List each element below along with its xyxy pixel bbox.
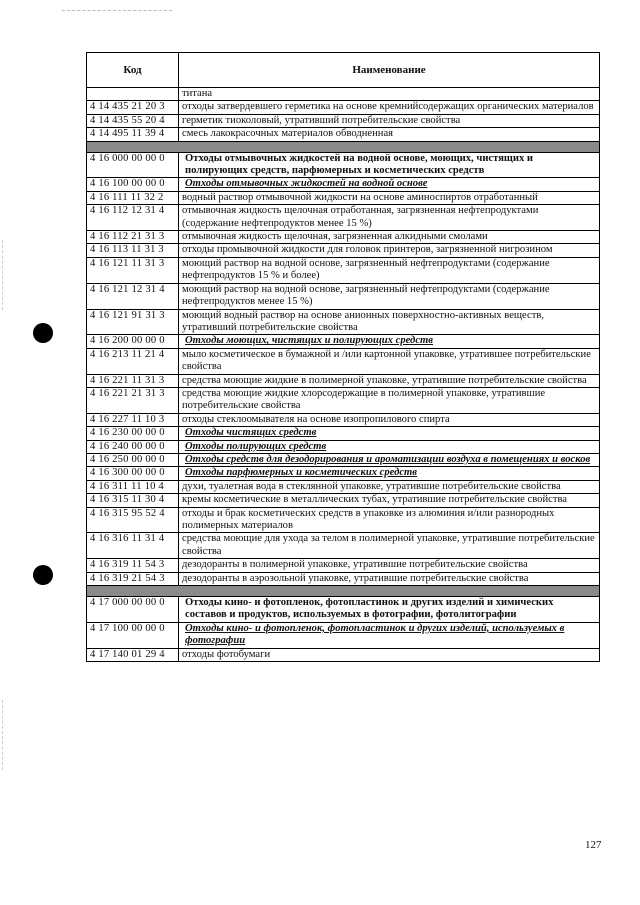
name-cell: Отходы кино- и фотопленок, фотопластинок и других изделий, используемых в фотографии xyxy=(179,622,600,648)
table-row xyxy=(87,374,600,387)
code-cell: 4 14 435 55 20 4 xyxy=(87,114,179,127)
code-cell: 4 16 311 11 10 4 xyxy=(87,480,179,493)
name-cell: отходы и брак косметических средств в упаковке из алюминия и/или разнородных полимерных материалов xyxy=(179,507,600,533)
code-cell: 4 16 230 00 00 0 xyxy=(87,427,179,440)
table-row xyxy=(87,559,600,572)
section-separator xyxy=(87,586,600,597)
table-row xyxy=(87,128,600,141)
punch-hole-top xyxy=(33,323,53,343)
name-cell: Отходы полирующих средств xyxy=(179,440,600,453)
name-cell: Отходы чистящих средств xyxy=(179,427,600,440)
name-cell: дезодоранты в аэрозольной упаковке, утратившие потребительские свойства xyxy=(179,572,600,585)
code-cell: 4 16 112 21 31 3 xyxy=(87,231,179,244)
table-row xyxy=(87,440,600,453)
code-cell: 4 16 111 11 32 2 xyxy=(87,191,179,204)
name-cell: Отходы отмывочных жидкостей на водной основе, моющих, чистящих и полирующих средств, парфюмерных и косметических средств xyxy=(179,152,600,178)
waste-classifier-table xyxy=(86,52,600,662)
section-separator xyxy=(87,141,600,152)
name-cell: кремы косметические в металлических тубах, утратившие потребительские свойства xyxy=(179,494,600,507)
table-row xyxy=(87,648,600,661)
code-cell: 4 16 316 11 31 4 xyxy=(87,533,179,559)
table-row xyxy=(87,453,600,466)
table-row xyxy=(87,387,600,413)
code-cell: 4 14 495 11 39 4 xyxy=(87,128,179,141)
code-cell: 4 16 315 95 52 4 xyxy=(87,507,179,533)
name-cell: мыло косметическое в бумажной и /или картонной упаковке, утратившее потребительские свойства xyxy=(179,348,600,374)
name-cell: отходы затвердевшего герметика на основе кремнийсодержащих органических материалов xyxy=(179,101,600,114)
table-row xyxy=(87,494,600,507)
name-cell: отмывочная жидкость щелочная, загрязненная алкидными смолами xyxy=(179,231,600,244)
name-cell: моющий раствор на водной основе, загрязненный нефтепродуктами (содержание нефтепродуктов менее 15 %) xyxy=(179,283,600,309)
code-cell: 4 16 250 00 00 0 xyxy=(87,453,179,466)
name-cell: моющий водный раствор на основе анионных поверхностно-активных веществ, утративший потребительские свойства xyxy=(179,309,600,335)
name-cell: смесь лакокрасочных материалов обводненная xyxy=(179,128,600,141)
name-cell: дезодоранты в полимерной упаковке, утратившие потребительские свойства xyxy=(179,559,600,572)
code-cell: 4 16 121 11 31 3 xyxy=(87,257,179,283)
code-cell xyxy=(87,88,179,101)
header-name: Наименование xyxy=(179,53,600,88)
name-cell: отходы фотобумаги xyxy=(179,648,600,661)
table-row xyxy=(87,335,600,348)
code-cell: 4 16 240 00 00 0 xyxy=(87,440,179,453)
table-row xyxy=(87,178,600,191)
code-cell: 4 17 100 00 00 0 xyxy=(87,622,179,648)
table-row xyxy=(87,114,600,127)
header-code: Код xyxy=(87,53,179,88)
code-cell: 4 16 000 00 00 0 xyxy=(87,152,179,178)
name-cell: отмывочная жидкость щелочная отработанная, загрязненная нефтепродуктами (содержание нефтепродуктов менее 15 %) xyxy=(179,205,600,231)
name-cell: средства моющие жидкие хлорсодержащие в полимерной упаковке, утратившие потребительские свойства xyxy=(179,387,600,413)
name-cell: титана xyxy=(179,88,600,101)
name-cell: Отходы моющих, чистящих и полирующих средств xyxy=(179,335,600,348)
table-row xyxy=(87,152,600,178)
table-row xyxy=(87,507,600,533)
table-row xyxy=(87,480,600,493)
code-cell: 4 16 300 00 00 0 xyxy=(87,467,179,480)
code-cell: 4 16 319 11 54 3 xyxy=(87,559,179,572)
table-row xyxy=(87,413,600,426)
code-cell: 4 16 315 11 30 4 xyxy=(87,494,179,507)
code-cell: 4 16 112 12 31 4 xyxy=(87,205,179,231)
code-cell: 4 16 113 11 31 3 xyxy=(87,244,179,257)
code-cell: 4 16 221 11 31 3 xyxy=(87,374,179,387)
table-row xyxy=(87,244,600,257)
name-cell: средства моющие жидкие в полимерной упаковке, утратившие потребительские свойства xyxy=(179,374,600,387)
table-row xyxy=(87,309,600,335)
top-scan-line xyxy=(62,10,172,11)
table-row xyxy=(87,88,600,101)
table-row xyxy=(87,622,600,648)
code-cell: 4 16 227 11 10 3 xyxy=(87,413,179,426)
table-row xyxy=(87,427,600,440)
name-cell: средства моющие для ухода за телом в полимерной упаковке, утратившие потребительские свойства xyxy=(179,533,600,559)
table-row xyxy=(87,283,600,309)
table-row xyxy=(87,467,600,480)
code-cell: 4 16 100 00 00 0 xyxy=(87,178,179,191)
separator-cell xyxy=(87,586,600,597)
table-row xyxy=(87,597,600,623)
code-cell: 4 16 200 00 00 0 xyxy=(87,335,179,348)
name-cell: духи, туалетная вода в стеклянной упаковке, утратившие потребительские свойства xyxy=(179,480,600,493)
name-cell: герметик тиоколовый, утративший потребительские свойства xyxy=(179,114,600,127)
code-cell: 4 16 121 12 31 4 xyxy=(87,283,179,309)
table-row xyxy=(87,572,600,585)
code-cell: 4 16 319 21 54 3 xyxy=(87,572,179,585)
code-cell: 4 14 435 21 20 3 xyxy=(87,101,179,114)
page-number: 127 xyxy=(585,839,602,851)
name-cell: Отходы парфюмерных и косметических средств xyxy=(179,467,600,480)
name-cell: отходы стеклоомывателя на основе изопропилового спирта xyxy=(179,413,600,426)
table-row xyxy=(87,205,600,231)
margin-mark xyxy=(2,700,3,770)
code-cell: 4 16 221 21 31 3 xyxy=(87,387,179,413)
code-cell: 4 16 213 11 21 4 xyxy=(87,348,179,374)
table-row xyxy=(87,348,600,374)
table-row xyxy=(87,257,600,283)
table-header-row xyxy=(87,53,600,88)
name-cell: водный раствор отмывочной жидкости на основе аминоспиртов отработанный xyxy=(179,191,600,204)
name-cell: Отходы отмывочных жидкостей на водной основе xyxy=(179,178,600,191)
code-cell: 4 16 121 91 31 3 xyxy=(87,309,179,335)
punch-hole-bottom xyxy=(33,565,53,585)
code-cell: 4 17 000 00 00 0 xyxy=(87,597,179,623)
code-cell: 4 17 140 01 29 4 xyxy=(87,648,179,661)
name-cell: отходы промывочной жидкости для головок принтеров, загрязненной нигрозином xyxy=(179,244,600,257)
separator-cell xyxy=(87,141,600,152)
table-row xyxy=(87,533,600,559)
table-body xyxy=(87,88,600,662)
table-row xyxy=(87,231,600,244)
name-cell: Отходы кино- и фотопленок, фотопластинок и других изделий и химических составов и продуктов, используемых в фотографии, фотолитографии xyxy=(179,597,600,623)
name-cell: моющий раствор на водной основе, загрязненный нефтепродуктами (содержание нефтепродуктов 15 % и более) xyxy=(179,257,600,283)
margin-mark xyxy=(2,240,3,310)
table-row xyxy=(87,191,600,204)
table-row xyxy=(87,101,600,114)
name-cell: Отходы средств для дезодорирования и ароматизации воздуха в помещениях и восков xyxy=(179,453,600,466)
